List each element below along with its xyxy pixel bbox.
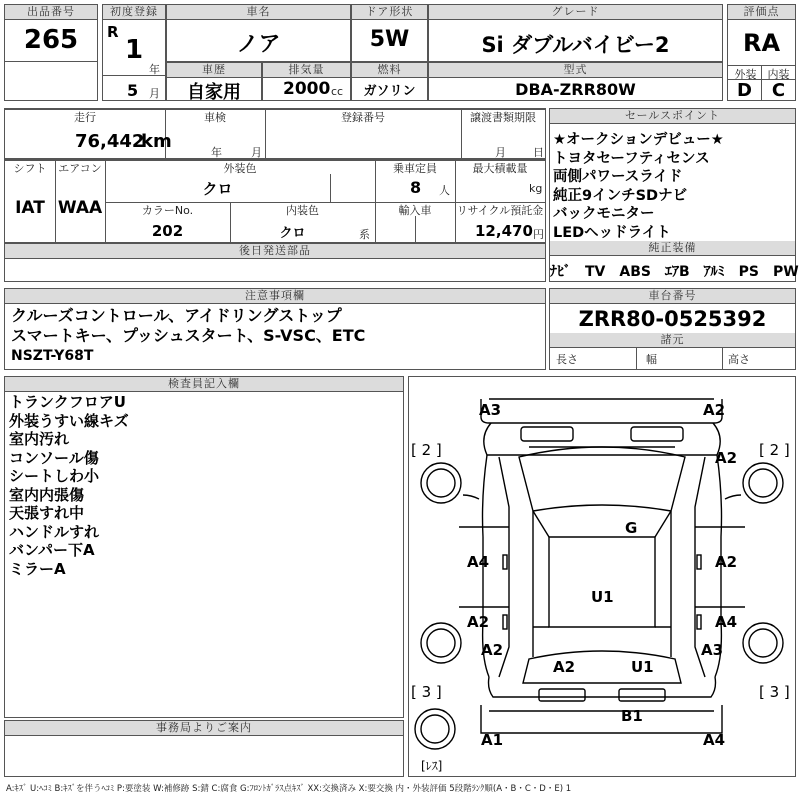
bracket-front-left: [ 2 ]: [411, 441, 442, 459]
ext-color: クロ: [202, 180, 233, 198]
history-box: [166, 62, 262, 101]
import-header: 輸入車: [398, 204, 432, 217]
spec-grid: [4, 159, 546, 243]
door-type: 5W: [369, 27, 410, 52]
damage-mark: A3: [479, 401, 502, 419]
door-header: ドア形状: [352, 5, 427, 20]
legend: A:ｷｽﾞ U:ﾍｺﾐ B:ｷｽﾞを伴うﾍｺﾐ P:要塗装 W:補修跡 S:錆 C:腐食 G:ﾌﾛﾝﾄｶﾞﾗｽ点ｷｽﾞ XX:交換済み X:要交換 内・外装評価 5段階ﾗﾝｸ順(A・B・C・D・E) 1: [6, 784, 572, 794]
notes-header: 注意事項欄: [5, 289, 545, 304]
displacement-header: 排気量: [263, 63, 350, 78]
capacity: 8: [410, 178, 422, 197]
mileage-unit: km: [141, 131, 172, 152]
interior-score: C: [771, 80, 786, 101]
inspection-header: 車検: [204, 111, 226, 124]
car-name-box: [166, 4, 351, 62]
damage-mark: A2: [715, 449, 738, 467]
genuine-header: 純正装備: [550, 241, 795, 256]
model-code: DBA-ZRR80W: [515, 80, 636, 99]
notes-box: [4, 288, 546, 370]
genuine-equipment: ﾅﾋﾞ TV ABS ｴｱB ｱﾙﾐ PS PW: [550, 264, 799, 280]
office-header: 事務局よりご案内: [5, 721, 403, 736]
damage-mark: A4: [715, 613, 738, 631]
reg-year: 1: [125, 35, 144, 65]
inspector-note: 室内汚れ: [9, 430, 70, 448]
color-no-header: カラーNo.: [141, 204, 194, 217]
reg-month: 5: [127, 81, 139, 100]
registration-header: 登録番号: [341, 111, 385, 124]
int-color-header: 内装色: [286, 204, 319, 217]
mileage-row: [4, 108, 546, 159]
reg-era: R: [107, 23, 119, 41]
reg-year-unit: 年: [149, 63, 160, 76]
spare-tire-label: [ﾚｽ]: [421, 759, 443, 773]
model-box: [428, 62, 723, 101]
damage-mark: B1: [621, 707, 643, 725]
width-label: 幅: [646, 353, 657, 366]
office-box: [4, 720, 404, 777]
fuel: ガソリン: [363, 84, 416, 99]
length-label: 長さ: [556, 353, 578, 366]
history-header: 車歴: [167, 63, 261, 78]
inspection-year-unit: 年: [211, 146, 222, 159]
damage-mark: A4: [703, 731, 726, 749]
inspector-list: [9, 393, 129, 578]
transfer-day-unit: 日: [533, 146, 544, 159]
first-registration-box: [102, 4, 166, 101]
displacement-unit: cc: [331, 85, 344, 98]
int-color-unit: 系: [359, 228, 370, 241]
reg-month-unit: 月: [149, 87, 160, 100]
inspector-note: コンソール傷: [9, 448, 99, 467]
inspector-note: ハンドルすれ: [9, 522, 100, 541]
exterior-score-label: 外装: [734, 68, 757, 81]
sales-point: LEDヘッドライト: [553, 224, 671, 241]
chassis-box: [549, 288, 796, 370]
door-box: [351, 4, 428, 62]
damage-mark: U1: [591, 588, 614, 606]
sales-point: バックモニター: [553, 206, 655, 222]
recycle-header: リサイクル預託金: [456, 204, 544, 217]
inspector-note: シートしわ小: [9, 467, 100, 485]
sales-points-box: [549, 108, 799, 282]
car-history: 自家用: [187, 82, 241, 103]
inspector-note: 外装うすい線キズ: [9, 411, 129, 430]
inspector-note: 天張すれ中: [9, 504, 85, 522]
damage-mark: G: [625, 519, 638, 537]
recycle-unit: 円: [533, 228, 544, 241]
grade-header: グレード: [429, 5, 722, 20]
aircon-header: エアコン: [58, 162, 102, 175]
displacement: 2000: [283, 79, 331, 99]
damage-mark: A2: [703, 401, 726, 419]
sales-point: トヨタセーフティセンス: [553, 150, 710, 167]
mileage: 76,442: [75, 131, 145, 152]
score-header: 評価点: [728, 5, 795, 20]
interior-score-label: 内装: [767, 68, 790, 81]
damage-mark: A2: [553, 658, 576, 676]
inspector-note: 室内内張傷: [9, 485, 85, 504]
capacity-unit: 人: [439, 184, 450, 197]
damage-mark: A2: [467, 613, 490, 631]
note-line: スマートキー、プッシュスタート、S-VSC、ETC: [11, 326, 366, 345]
inspector-note: ミラーA: [9, 559, 66, 578]
damage-mark: A4: [467, 553, 490, 571]
max-load-header: 最大積載量: [472, 162, 528, 175]
mileage-header: 走行: [74, 111, 96, 124]
lot-number-header: 出品番号: [5, 5, 97, 20]
grade-box: [428, 4, 723, 62]
bracket-rear-left: [ 3 ]: [411, 683, 442, 701]
shift-header: シフト: [13, 162, 47, 175]
inspector-note: バンパー下A: [9, 541, 95, 559]
notes-list: [11, 306, 365, 366]
fuel-box: [351, 62, 428, 101]
transfer-header: 譲渡書類期限: [470, 111, 536, 124]
height-label: 高さ: [728, 353, 750, 366]
lot-number-box: [4, 4, 98, 101]
recycle-fee: 12,470: [475, 222, 533, 240]
max-load-unit: kg: [529, 182, 543, 195]
capacity-header: 乗車定員: [393, 162, 437, 175]
inspector-box: [4, 376, 404, 718]
damage-mark: A3: [701, 641, 724, 659]
bracket-front-right: [ 2 ]: [759, 441, 790, 459]
chassis-header: 車台番号: [550, 289, 795, 304]
inspector-note: トランクフロアU: [9, 393, 126, 411]
grade: Si ダブルバイビー2: [481, 33, 670, 57]
damage-mark: A1: [481, 731, 504, 749]
sales-points-list: [553, 131, 724, 242]
score-box: [727, 4, 796, 101]
damage-mark: A2: [715, 553, 738, 571]
sales-point: ★オークションデビュー★: [553, 132, 724, 148]
sales-point: 両側パワースライド: [553, 169, 683, 185]
fuel-header: 燃料: [352, 63, 427, 78]
exterior-score: D: [737, 80, 752, 101]
damage-mark: U1: [631, 658, 654, 676]
inspector-header: 検査員記入欄: [5, 377, 403, 392]
car-outline: [409, 377, 795, 776]
damage-mark: A2: [481, 641, 504, 659]
car-name: ノア: [236, 32, 281, 57]
first-registration-header: 初度登録: [103, 5, 165, 20]
inspection-month-unit: 月: [251, 146, 262, 159]
color-no: 202: [151, 222, 184, 240]
dims-header: 諸元: [550, 333, 795, 348]
car-name-header: 車名: [167, 5, 350, 20]
shift: IAT: [15, 198, 45, 218]
later-parts-box: [4, 243, 546, 282]
later-parts-header: 後日発送部品: [5, 244, 545, 259]
ext-color-header: 外装色: [223, 162, 257, 175]
displacement-box: [262, 62, 351, 101]
int-color: クロ: [279, 226, 306, 241]
sales-points-header: セールスポイント: [550, 109, 795, 124]
lot-number: 265: [23, 25, 79, 55]
note-line: NSZT-Y68T: [11, 348, 94, 364]
aircon: WAA: [57, 198, 103, 218]
bracket-rear-right: [ 3 ]: [759, 683, 790, 701]
model-header: 型式: [429, 63, 722, 78]
sales-point: 純正9インチSDナビ: [553, 187, 688, 204]
car-diagram: [408, 376, 796, 777]
note-line: クルーズコントロール、アイドリングストップ: [11, 306, 342, 325]
transfer-month-unit: 月: [495, 146, 506, 159]
overall-score: RA: [742, 29, 781, 57]
chassis-number: ZRR80-0525392: [578, 307, 767, 331]
